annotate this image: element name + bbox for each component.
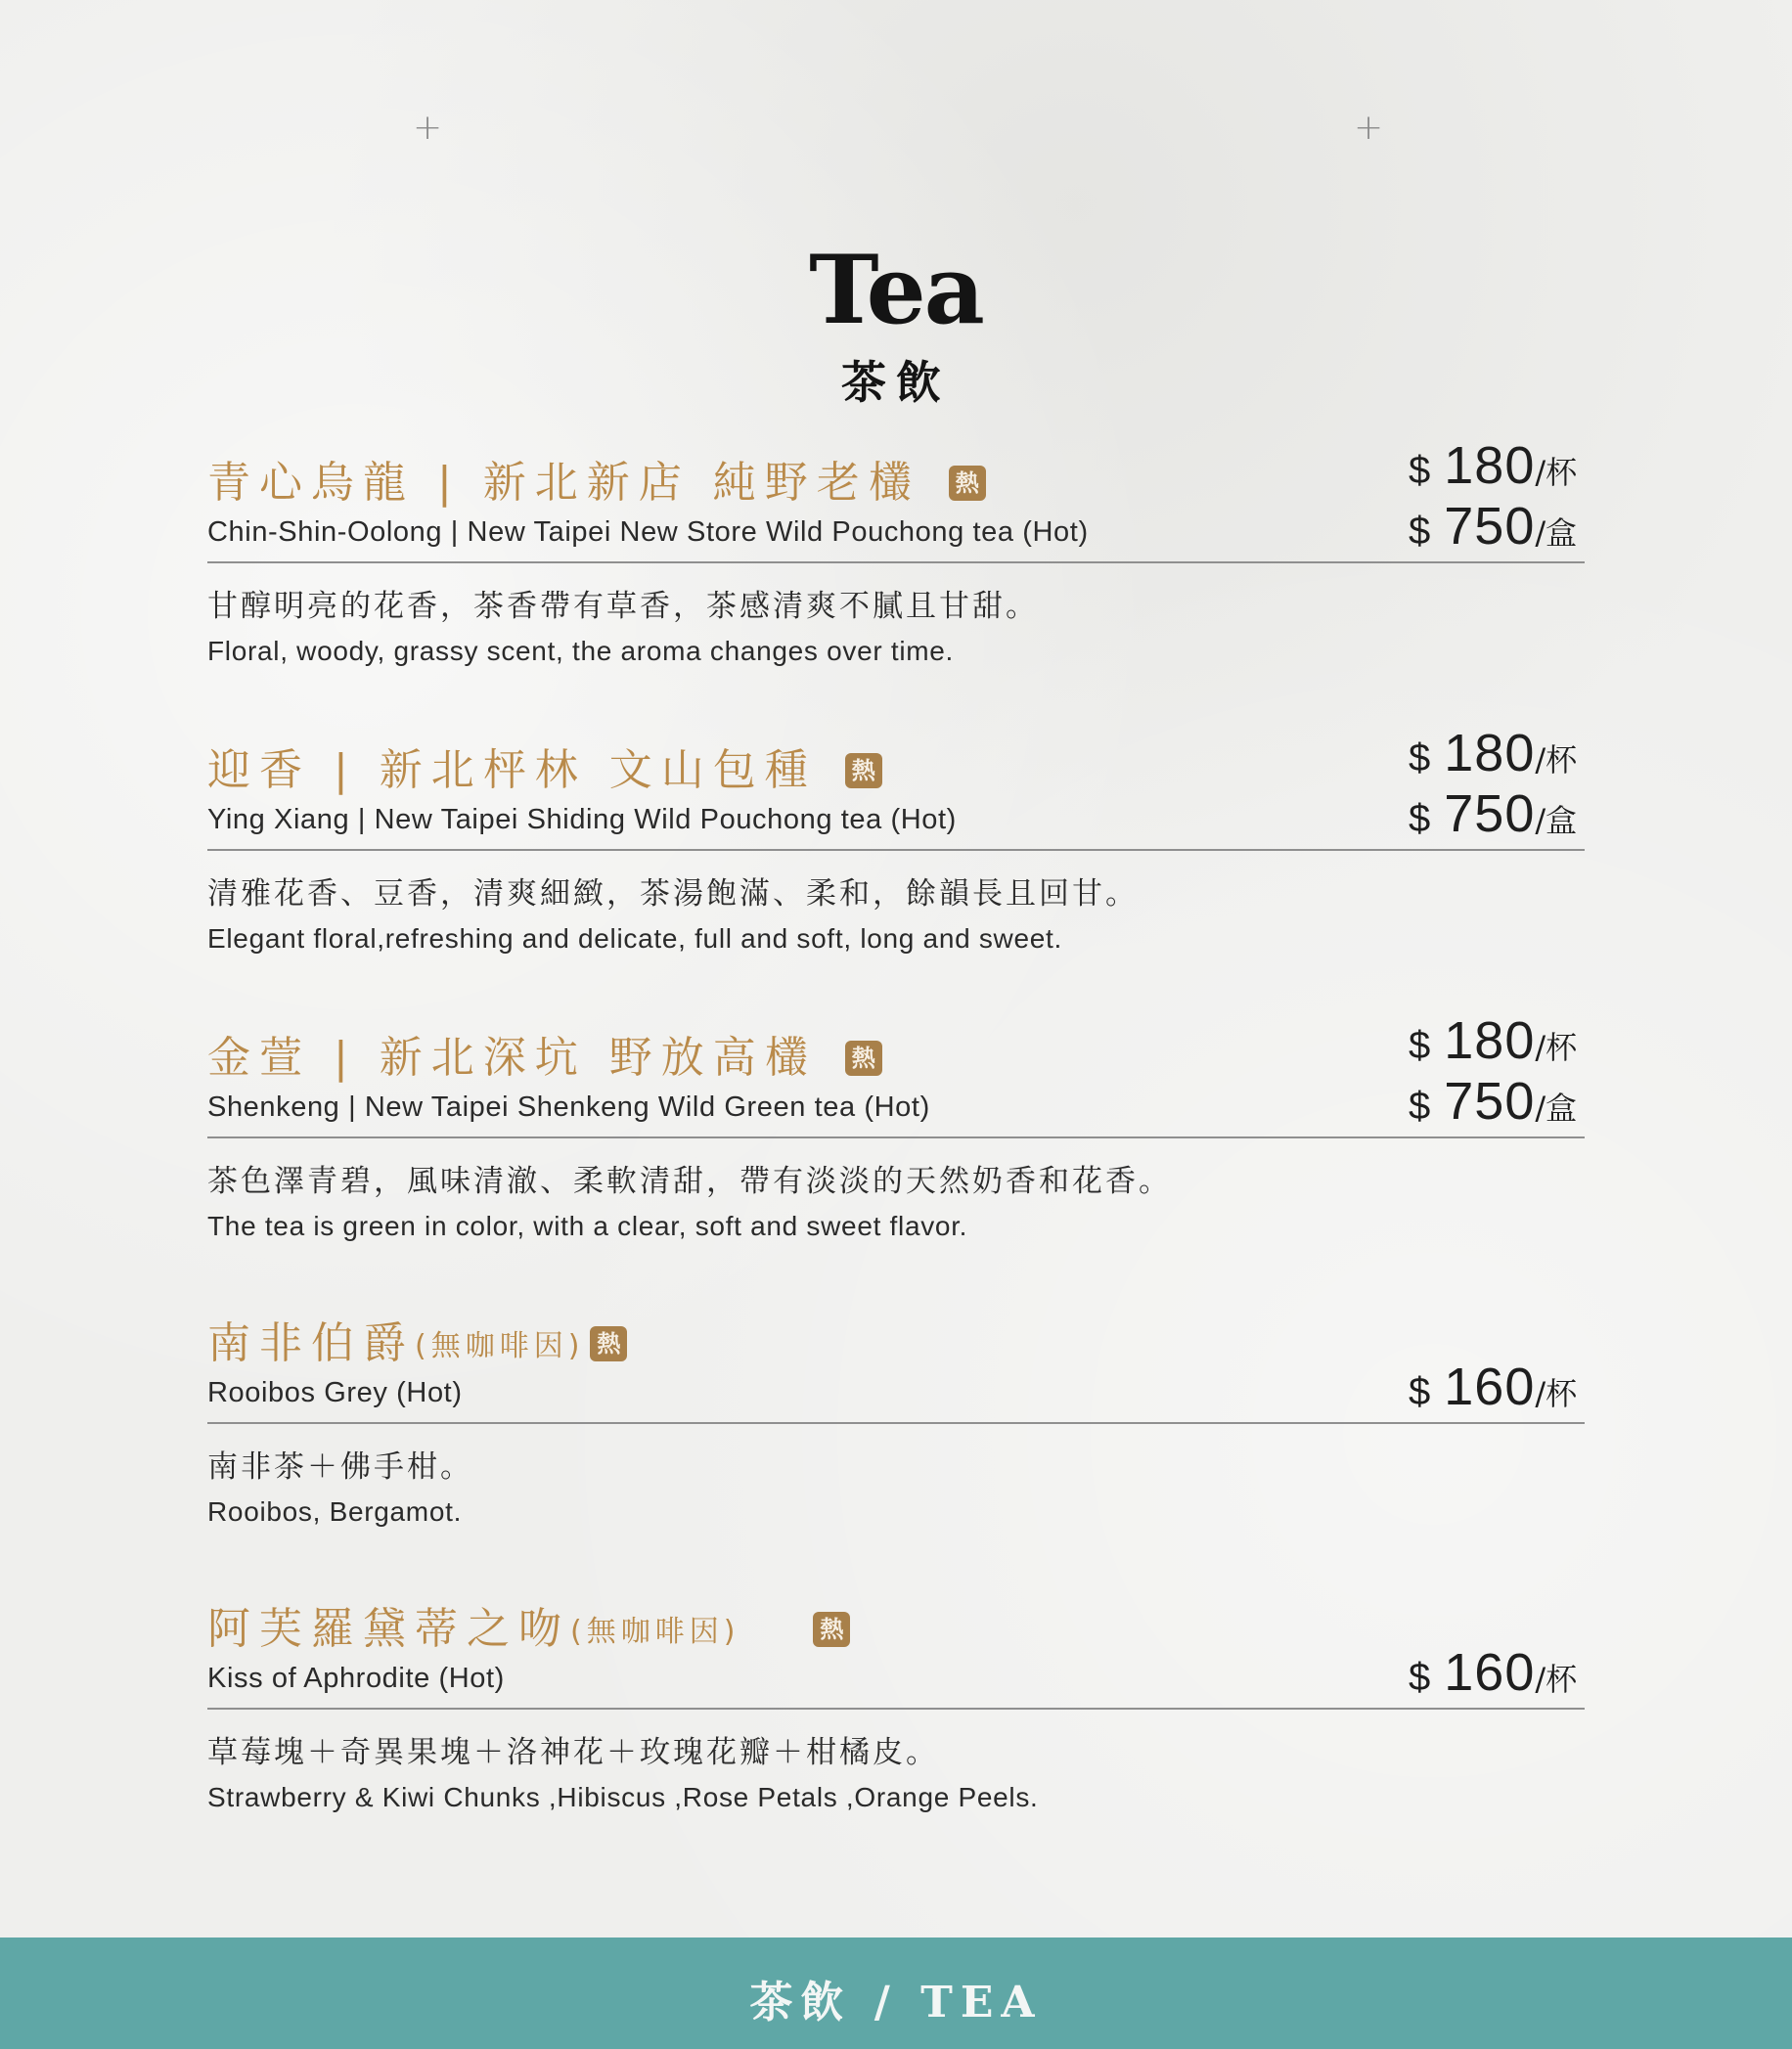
item-description-zh: 茶色澤青碧，風味清澈、柔軟清甜，帶有淡淡的天然奶香和花香。 — [207, 1164, 1172, 1199]
price-box: $ 750/盒 — [1409, 1072, 1578, 1131]
item-description-zh: 甘醇明亮的花香，茶香帶有草香，茶感清爽不膩且甘甜。 — [207, 589, 1039, 624]
item-description-en: Strawberry & Kiwi Chunks ,Hibiscus ,Rose Petals ,Orange Peels. — [207, 1782, 1039, 1812]
crosshair-mark-right: + — [1354, 108, 1384, 148]
item-name: 阿芙羅黛蒂之吻(無咖啡因) 熱 — [207, 1602, 850, 1660]
hot-badge: 熱 — [845, 753, 882, 788]
item-description-zh: 草莓塊＋奇異果塊＋洛神花＋玫瑰花瓣＋柑橘皮。 — [207, 1735, 939, 1770]
item-name: 青心烏龍 | 新北新店 純野老欉 熱 — [207, 456, 986, 513]
price-box: $ 750/盒 — [1409, 784, 1578, 843]
divider — [207, 561, 1585, 563]
hot-badge: 熱 — [590, 1326, 627, 1361]
price-cup: $ 160/杯 — [1409, 1358, 1578, 1416]
divider — [207, 1422, 1585, 1424]
item-description-en: Floral, woody, grassy scent, the aroma changes over time. — [207, 636, 955, 666]
hot-badge: 熱 — [949, 466, 986, 501]
divider — [207, 1708, 1585, 1710]
item-name-en: Ying Xiang | New Taipei Shiding Wild Pouchong tea (Hot) — [207, 804, 957, 835]
item-description-en: Elegant floral,refreshing and delicate, full and soft, long and sweet. — [207, 923, 1062, 954]
price-cup: $ 160/杯 — [1409, 1643, 1578, 1702]
divider — [207, 849, 1585, 851]
price-cup: $ 180/杯 — [1409, 436, 1578, 495]
item-name: 南非伯爵(無咖啡因) 熱 — [207, 1316, 627, 1374]
item-description-zh: 南非茶＋佛手柑。 — [207, 1449, 473, 1485]
page-subtitle: 茶飲 — [841, 356, 951, 409]
crosshair-mark-left: + — [413, 108, 443, 148]
item-name-en: Shenkeng | New Taipei Shenkeng Wild Green tea (Hot) — [207, 1091, 930, 1123]
item-name: 迎香 | 新北枰林 文山包種 熱 — [207, 743, 882, 801]
footer-label: 茶飲 / TEA — [749, 1978, 1043, 2027]
item-description-zh: 清雅花香、豆香，清爽細緻，茶湯飽滿、柔和，餘韻長且回甘。 — [207, 876, 1139, 912]
hot-badge: 熱 — [845, 1041, 882, 1076]
item-description-en: Rooibos, Bergamot. — [207, 1496, 463, 1527]
item-name-en: Chin-Shin-Oolong | New Taipei New Store Wild Pouchong tea (Hot) — [207, 516, 1089, 548]
item-name: 金萱 | 新北深坑 野放高欉 熱 — [207, 1031, 882, 1089]
footer-band — [0, 1938, 1792, 2049]
hot-badge: 熱 — [813, 1612, 850, 1647]
divider — [207, 1136, 1585, 1138]
item-description-en: The tea is green in color, with a clear, soft and sweet flavor. — [207, 1211, 968, 1241]
price-cup: $ 180/杯 — [1409, 1011, 1578, 1070]
price-box: $ 750/盒 — [1409, 497, 1578, 556]
page-title: Tea — [809, 235, 983, 345]
price-cup: $ 180/杯 — [1409, 724, 1578, 782]
item-name-en: Kiss of Aphrodite (Hot) — [207, 1663, 505, 1694]
item-name-en: Rooibos Grey (Hot) — [207, 1377, 463, 1408]
